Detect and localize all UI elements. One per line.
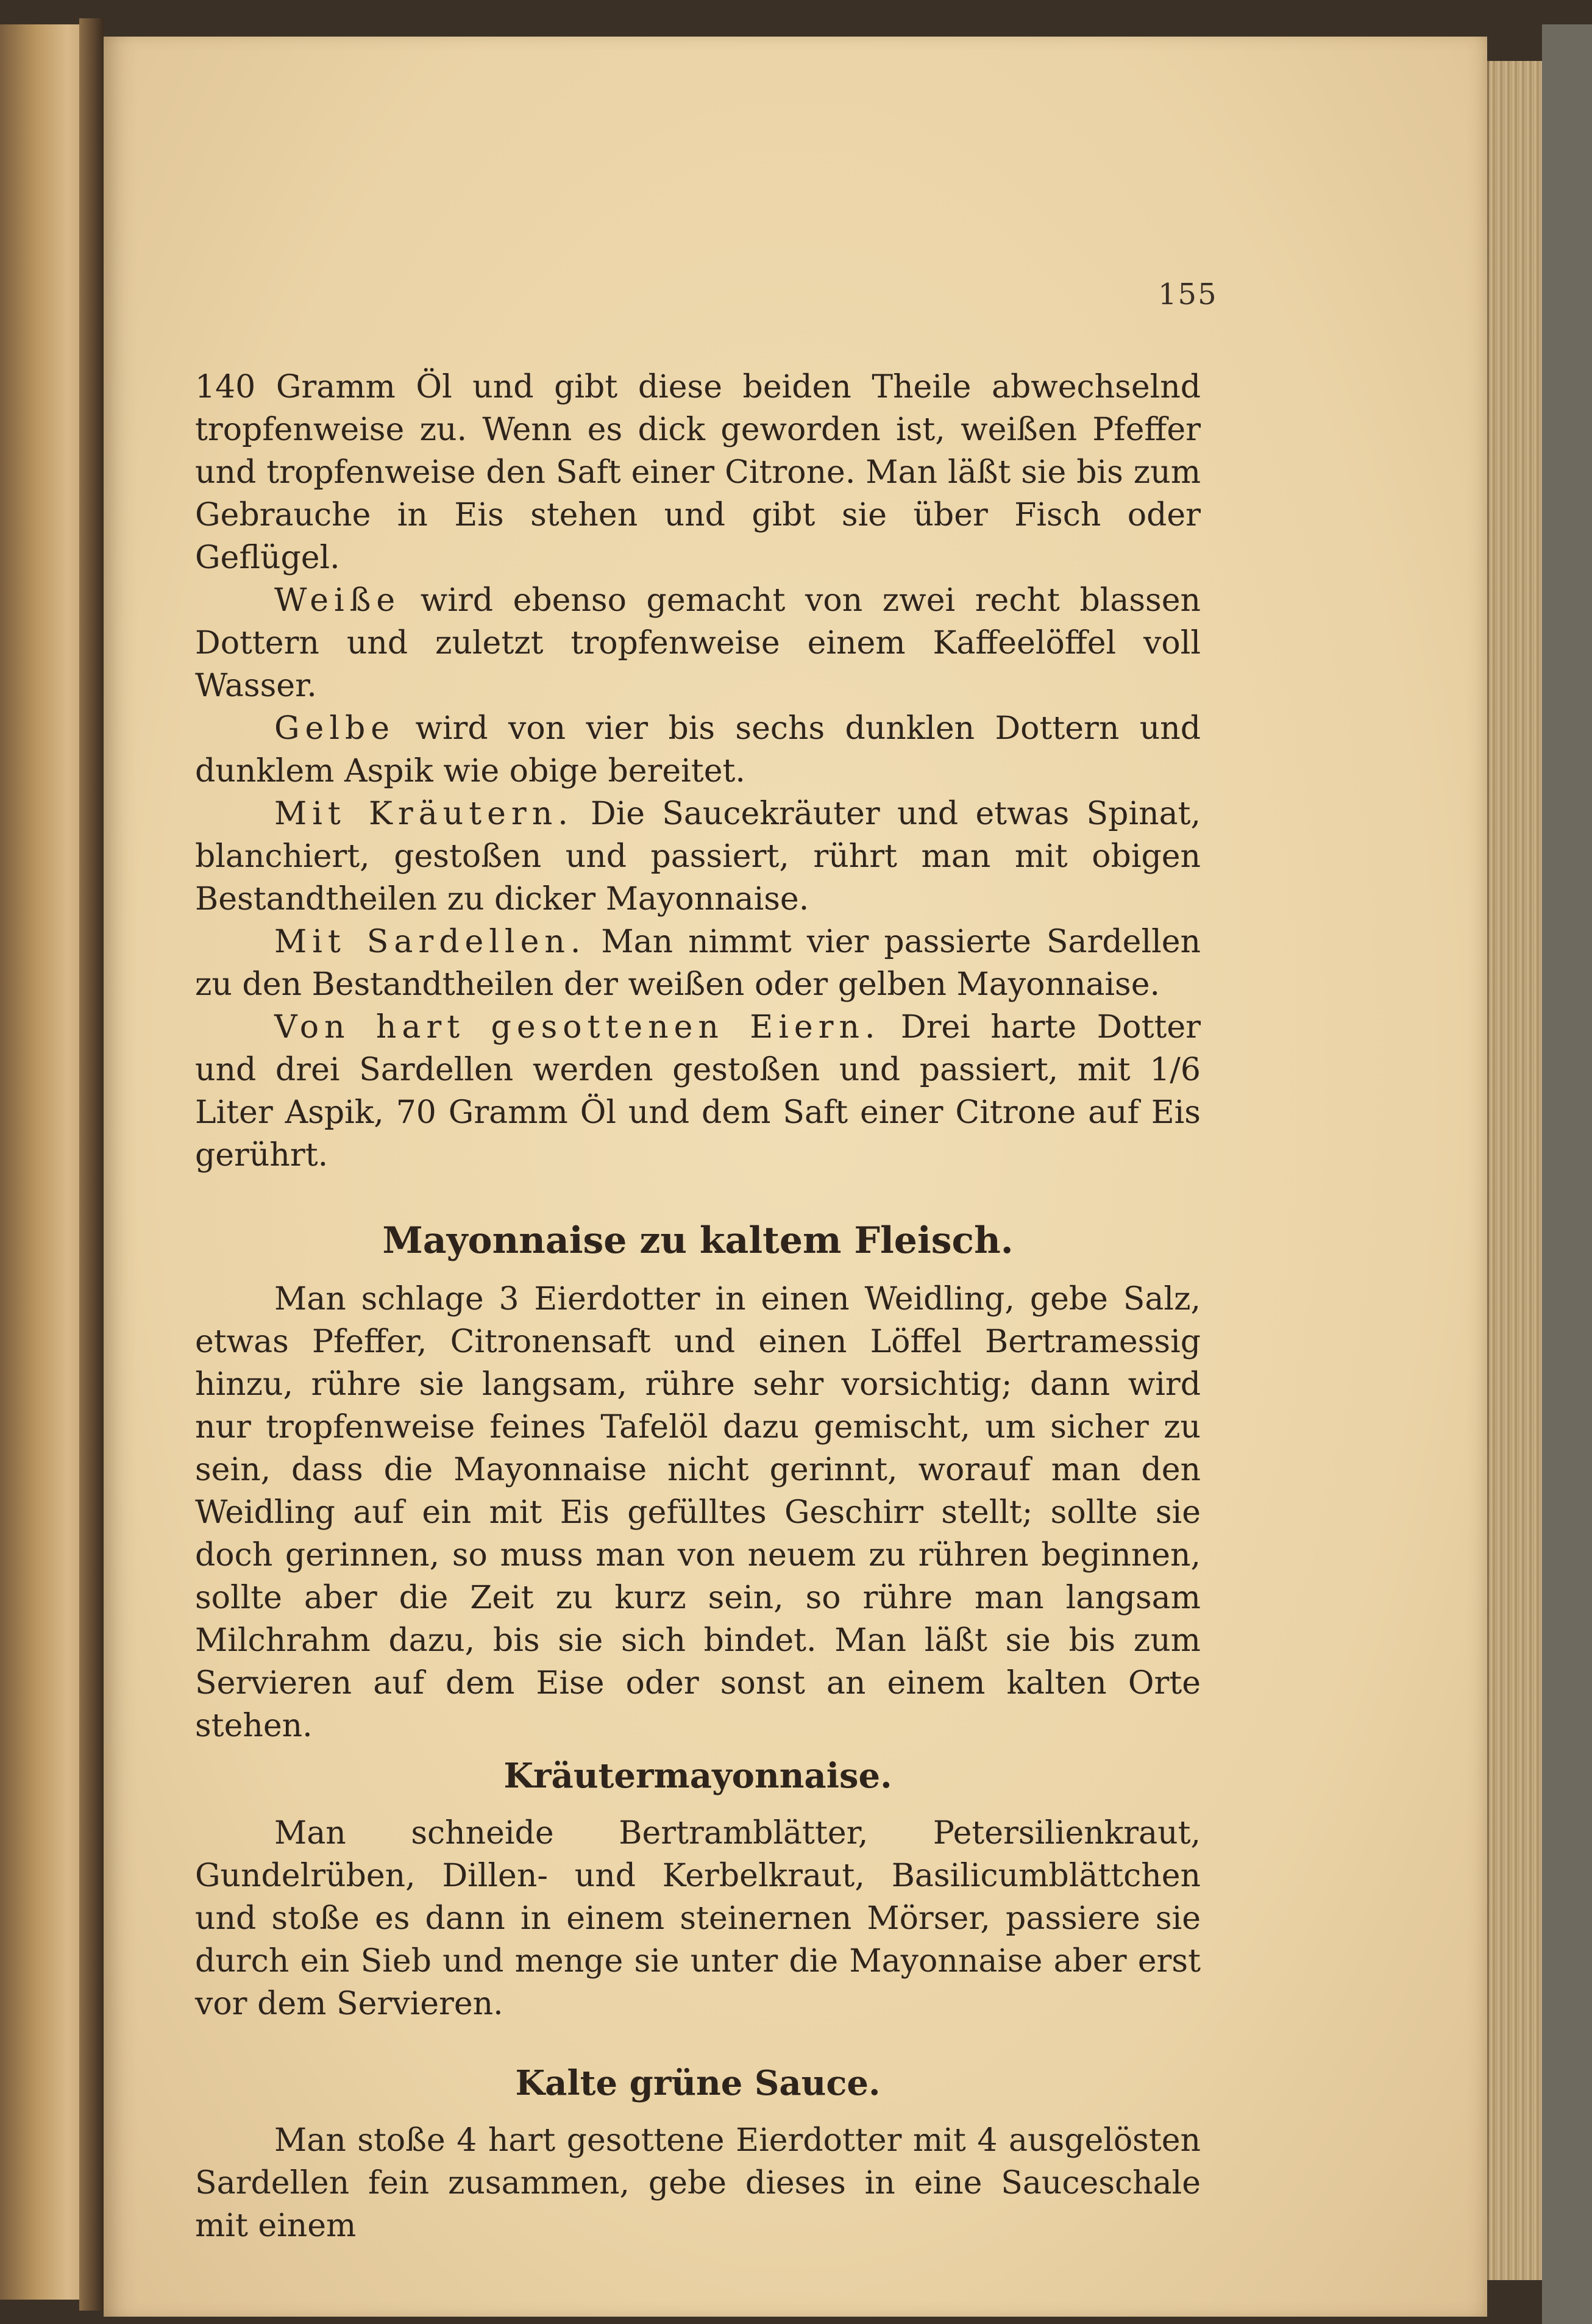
- section-text-kraeuter: Man schneide Bertramblätter, Petersilienkraut, Gundelrüben, Dillen- und Kerbelkraut, Basilicumblättchen und stoße es dann in einem steinernen Mörser, passiere sie durch ein Sieb und menge sie unter die Mayonnaise aber erst vor dem Servieren.: [195, 1815, 1201, 2022]
- paragraph-sardellen: [195, 921, 1201, 1006]
- paragraph-text: wird von vier bis sechs dunklen Dottern und dunklem Aspik wie obige bereitet.: [195, 710, 1201, 790]
- paragraph-text: wird ebenso gemacht von zwei recht blassen Dottern und zuletzt tropfenweise einem Kaffeelöffel voll Wasser.: [195, 582, 1201, 704]
- paragraph-gelbe: [195, 707, 1201, 793]
- paragraph-weisse: [195, 579, 1201, 707]
- paragraph-lead: Gelbe: [274, 710, 396, 747]
- section-text-gruene: Man stoße 4 hart gesottene Eierdotter mit 4 ausgelösten Sardellen fein zusammen, gebe dieses in eine Sauceschale mit einem: [195, 2122, 1201, 2244]
- paragraph-lead: Mit Kräutern.: [274, 796, 574, 832]
- book-gutter: [79, 18, 104, 2311]
- section-heading-gruene: Kalte grüne Sauce.: [515, 2063, 881, 2103]
- paragraph-kraeutern: [195, 793, 1201, 921]
- cover-board: [1542, 24, 1592, 2324]
- page-number: 155: [1158, 277, 1218, 312]
- paragraph-intro: 140 Gramm Öl und gibt diese beiden Theile abwechselnd tropfenweise zu. Wenn es dick geworden ist, weißen Pfeffer und tropfenweise den Saft einer Citrone. Man läßt sie bis zum Gebrauche in Eis stehen und gibt sie über Fisch oder Geflügel.: [195, 369, 1201, 576]
- paragraph-text: Die Saucekräuter und etwas Spinat, blanchiert, gestoßen und passiert, rührt man mit obigen Bestandtheilen zu dicker Mayonnaise.: [195, 796, 1201, 918]
- page-stack-edge: [1487, 61, 1544, 2280]
- left-page-edge: [0, 24, 79, 2300]
- paragraph-text: Drei harte Dotter und drei Sardellen werden gestoßen und passiert, mit 1/6 Liter Aspik, 70 Gramm Öl und dem Saft einer Citrone auf Eis gerührt.: [195, 1009, 1201, 1174]
- paragraph-eiern: [195, 1006, 1201, 1177]
- paragraph-lead: Weiße: [274, 582, 401, 619]
- section-heading-kraeuter: Kräutermayonnaise.: [503, 1756, 892, 1796]
- paragraph-text: Man nimmt vier passierte Sardellen zu den Bestandtheilen der weißen oder gelben Mayonnaise.: [195, 924, 1201, 1003]
- section-heading-fleisch: Mayonnaise zu kaltem Fleisch.: [382, 1219, 1014, 1262]
- paragraph-lead: Von hart gesottenen Eiern.: [274, 1009, 881, 1046]
- paragraph-lead: Mit Sardellen.: [274, 924, 586, 960]
- page-body: [195, 366, 1201, 2247]
- section-text-fleisch: Man schlage 3 Eierdotter in einen Weidling, gebe Salz, etwas Pfeffer, Citronensaft und einen Löffel Bertramessig hinzu, rühre sie langsam, rühre sehr vorsichtig; dann wird nur tropfenweise feines Tafelöl dazu gemischt, um sicher zu sein, dass die Mayonnaise nicht gerinnt, worauf man den Weidling auf ein mit Eis gefülltes Geschirr stellt; sollte sie doch gerinnen, so muss man von neuem zu rühren beginnen, sollte aber die Zeit zu kurz sein, so rühre man langsam Milchrahm dazu, bis sie sich bindet. Man läßt sie bis zum Servieren auf dem Eise oder sonst an einem kalten Orte stehen.: [195, 1281, 1201, 1744]
